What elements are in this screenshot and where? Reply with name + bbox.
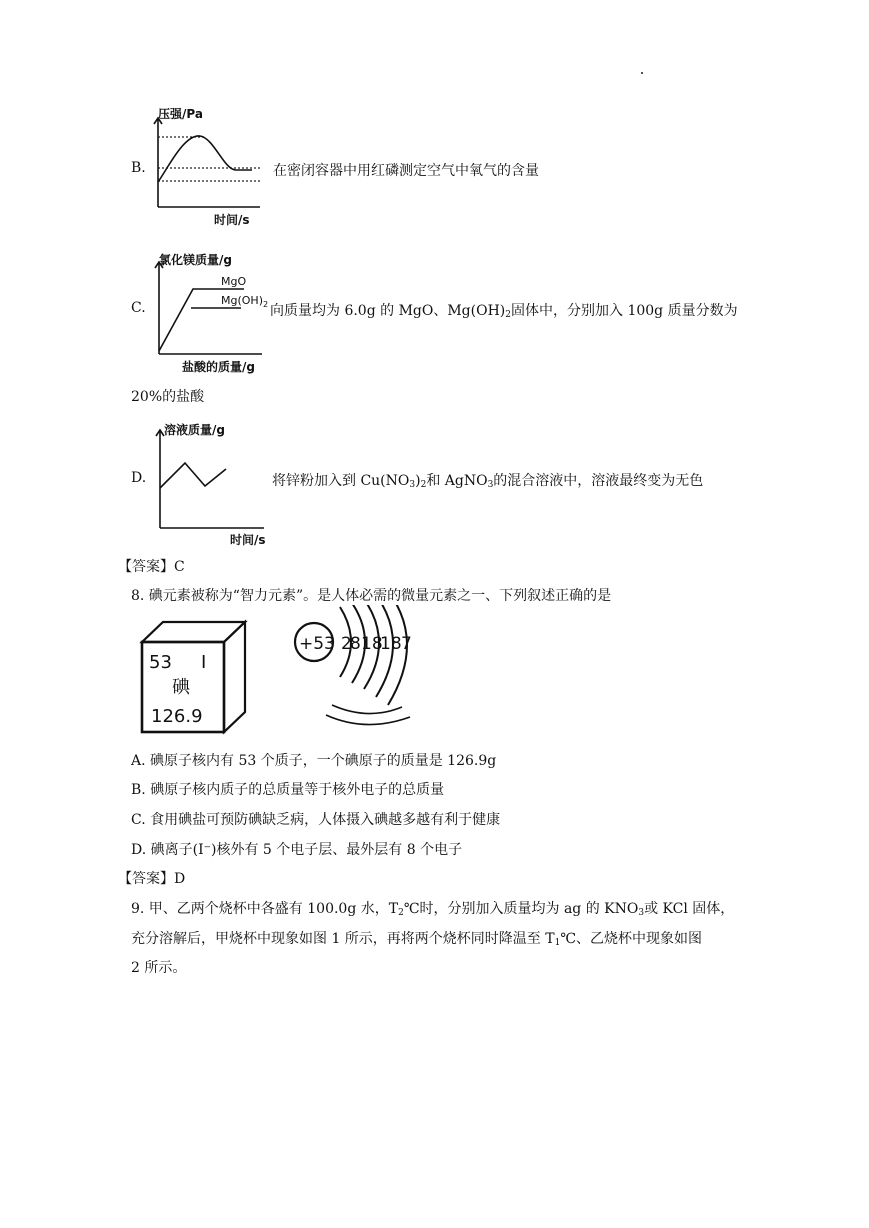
- q9-line-2: 充分溶解后，甲烧杯中现象如图 1 所示，再将两个烧杯同时降温至 $T_1℃$、乙烧杯中现象如图: [131, 931, 703, 948]
- graph-c-line2-sub: 2: [263, 300, 268, 309]
- answer-8: 【答案】D: [118, 871, 186, 887]
- option-b-text: 在密闭容器中用红磷测定空气中氧气的含量: [273, 163, 539, 179]
- stray-dot: [641, 72, 643, 74]
- q9-line-3: 2 所示。: [131, 960, 187, 976]
- q8-option-d: D. 碘离子(I⁻)核外有 5 个电子层、最外层有 8 个电子: [131, 842, 463, 858]
- graph-c-xlabel: 盐酸的质量/g: [182, 360, 255, 374]
- option-b-graph: [148, 102, 266, 227]
- graph-b-xlabel: 时间/s: [214, 213, 250, 227]
- graph-d-ylabel: 溶液质量/g: [164, 423, 225, 437]
- element-box: [139, 618, 249, 736]
- element-mass: 126.9: [151, 706, 203, 727]
- graph-d-xlabel: 时间/s: [230, 533, 266, 547]
- atom-shell-1: 2: [341, 634, 352, 654]
- option-c-label: C.: [131, 300, 146, 316]
- option-d-graph: [148, 420, 268, 548]
- q8-option-c: C. 食用碘盐可预防碘缺乏病，人体摄入碘越多越有利于健康: [131, 812, 501, 828]
- atom-shell-4: 18: [380, 634, 402, 654]
- element-number: 53: [149, 652, 172, 673]
- option-c-graph: [148, 246, 268, 374]
- q8-option-b: B. 碘原子核内质子的总质量等于核外电子的总质量: [131, 782, 445, 798]
- element-name: 碘: [172, 677, 190, 698]
- option-b-label: B.: [131, 160, 146, 176]
- answer-7: 【答案】C: [118, 559, 185, 575]
- svg-text:Mg(OH)2: [221, 294, 268, 309]
- atom-shell-3: 18: [361, 634, 383, 654]
- q8-stem: 8. 碘元素被称为“智力元素”。是人体必需的微量元素之一、下列叙述正确的是: [131, 588, 612, 604]
- graph-c-line1-label: MgO: [221, 275, 247, 288]
- option-c-text-cont: 20%的盐酸: [131, 389, 205, 405]
- atom-nucleus: +53: [299, 634, 335, 654]
- option-d-text: 将锌粉加入到 $Cu(NO_3)_2$和 AgNO$_3$的混合溶液中，溶液最终变为无色: [272, 473, 704, 490]
- q8-option-a: A. 碘原子核内有 53 个质子，一个碘原子的质量是 126.9g: [131, 753, 497, 769]
- element-symbol: I: [201, 652, 207, 673]
- option-c-text: 向质量均为 6.0g 的 MgO、$Mg(OH)_2$固体中，分别加入 100g 质量分数为: [270, 303, 738, 320]
- graph-b-ylabel: 压强/Pa: [158, 107, 203, 121]
- option-d-label: D.: [131, 470, 147, 486]
- atom-structure-diagram: [288, 605, 428, 735]
- graph-c-line2-label: Mg(OH): [221, 294, 263, 307]
- atom-shell-2: 8: [350, 634, 361, 654]
- q9-line-1: 9. 甲、乙两个烧杯中各盛有 100.0g 水，$T_2℃$时，分别加入质量均为 ag 的 $KNO_3$或 KCl 固体，: [131, 901, 735, 918]
- graph-c-ylabel: 氯化镁质量/g: [159, 253, 232, 267]
- atom-shell-5: 7: [401, 634, 412, 654]
